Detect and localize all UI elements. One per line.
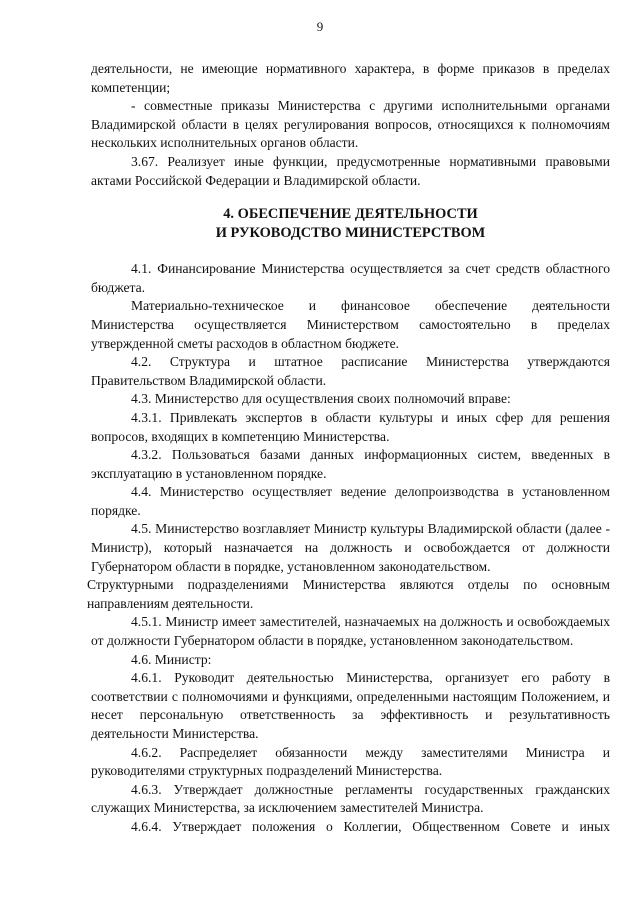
section-heading-line-2: И РУКОВОДСТВО МИНИСТЕРСТВОМ: [215, 225, 486, 242]
paragraph: 4.3.1. Привлекать экспертов в области культуры и иных сфер для решения вопросов, входящих в компетенцию Министерства.: [91, 409, 610, 444]
paragraph: 3.67. Реализует иные функции, предусмотренные нормативными правовыми актами Российской Федерации и Владимирской области.: [91, 153, 610, 188]
paragraph: 4.6.2. Распределяет обязанности между заместителями Министра и руководителями структурных подразделений Министерства.: [91, 744, 610, 779]
page-number: 9: [316, 19, 324, 34]
paragraph: 4.5. Министерство возглавляет Министр культуры Владимирской области (далее - Министр), который назначается на должность и освобождается от должности Губернатором области в порядке, установленном законодательством.: [91, 521, 610, 574]
paragraph: 4.4. Министерство осуществляет ведение делопроизводства в установленном порядке.: [91, 484, 610, 518]
paragraph: 4.6. Министр:: [131, 651, 212, 667]
top-paragraphs: [91, 60, 610, 190]
main-paragraphs: [87, 260, 610, 836]
paragraph: 4.6.3. Утверждает должностные регламенты государственных гражданских служащих Министерства, за исключением заместителей Министра.: [91, 781, 610, 816]
paragraph: 4.5.1. Министр имеет заместителей, назначаемых на должность и освобождаемых от должности Губернатором области в порядке, установленном законодательством.: [91, 614, 610, 649]
paragraph: 4.2. Структура и штатное расписание Министерства утверждаются Правительством Владимирской области.: [91, 354, 610, 388]
paragraph: Материально-техническое и финансовое обеспечение деятельности Министерства осуществляется Министерством самостоятельно в пределах утвержденной сметы расходов в областном бюджете.: [91, 298, 610, 351]
paragraph: 4.6.1. Руководит деятельностью Министерства, организует его работу в соответствии с полномочиями и функциями, определенными настоящим Положением, и несет персональную ответственность за эффективность и результативность деятельности Министерства.: [91, 670, 610, 741]
paragraph: 4.6.4. Утверждает положения о Коллегии, Общественном Совете и иных: [131, 818, 610, 834]
paragraph: - совместные приказы Министерства с другими исполнительными органами Владимирской области в целях регулирования вопросов, относящихся к полномочиям нескольких исполнительных органов области.: [91, 98, 610, 151]
paragraph: 4.3.2. Пользоваться базами данных информационных систем, введенных в эксплуатацию в установленном порядке.: [91, 447, 610, 481]
section-heading-line-1: 4. ОБЕСПЕЧЕНИЕ ДЕЯТЕЛЬНОСТИ: [223, 206, 478, 223]
page-content: [87, 60, 610, 837]
paragraph: 4.3. Министерство для осуществления своих полномочий вправе:: [131, 391, 511, 407]
section-heading: [91, 205, 610, 243]
paragraph: Структурными подразделениями Министерства являются отделы по основным направлениям деятельности.: [87, 577, 610, 611]
paragraph: деятельности, не имеющие нормативного характера, в форме приказов в пределах компетенции;: [91, 61, 610, 95]
paragraph: 4.1. Финансирование Министерства осуществляется за счет средств областного бюджета.: [91, 261, 610, 295]
